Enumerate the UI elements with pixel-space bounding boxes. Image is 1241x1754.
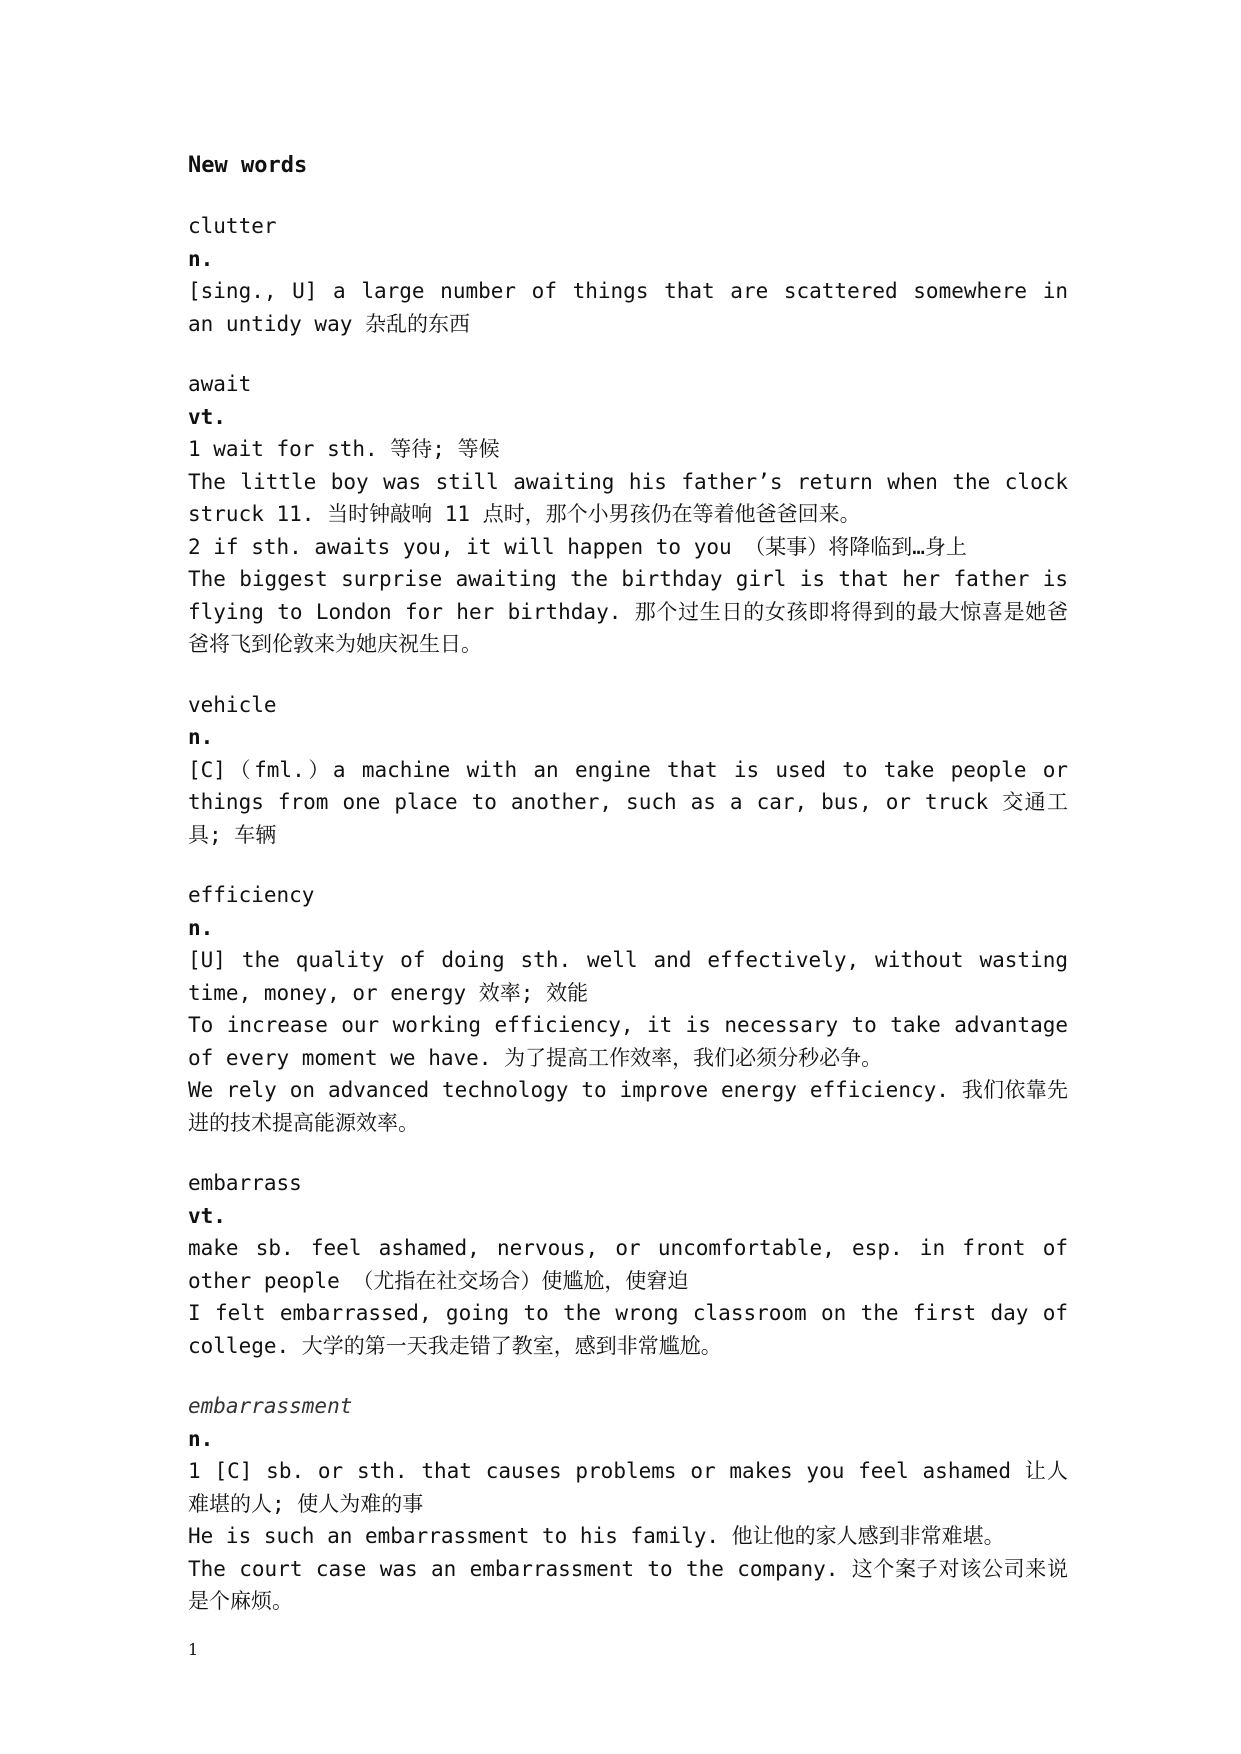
- headword: await: [188, 372, 252, 396]
- entry-efficiency: [188, 879, 1068, 1139]
- example: The biggest surprise awaiting the birthday girl is that her father is flying to London for her birthday. 那个过生日的女孩即将得到的最大惊喜是她爸爸将飞到伦敦来为她庆祝生日。: [188, 567, 1068, 656]
- definition: 1 wait for sth. 等待; 等候: [188, 437, 500, 461]
- headword: efficiency: [188, 883, 315, 907]
- example: The court case was an embarrassment to the company. 这个案子对该公司来说是个麻烦。: [188, 1556, 1068, 1613]
- definition: [C]（fml.）a machine with an engine that is used to take people or things from one place to another, such as a car, bus, or truck 交通工具; 车辆: [188, 757, 1068, 847]
- entry-await: [188, 368, 1068, 661]
- page-number: 1: [188, 1640, 199, 1659]
- entry-embarrass: [188, 1167, 1068, 1362]
- part-of-speech: n.: [188, 246, 214, 271]
- definition: make sb. feel ashamed, nervous, or uncomfortable, esp. in front of other people （尤指在社交场合）使尴尬，使窘迫: [188, 1236, 1068, 1293]
- example: We rely on advanced technology to improve energy efficiency. 我们依靠先进的技术提高能源效率。: [188, 1078, 1068, 1135]
- definition: [sing., U] a large number of things that are scattered somewhere in an untidy way 杂乱的东西: [188, 279, 1068, 336]
- part-of-speech: vt.: [188, 404, 226, 429]
- section-heading: New words: [188, 153, 308, 178]
- document-page: [188, 150, 1068, 1646]
- definition: 1 [C] sb. or sth. that causes problems or makes you feel ashamed 让人难堪的人; 使人为难的事: [188, 1459, 1068, 1516]
- headword: clutter: [188, 214, 277, 238]
- part-of-speech: n.: [188, 725, 214, 749]
- example: I felt embarrassed, going to the wrong classroom on the first day of college. 大学的第一天我走错了教室，感到非常尴尬。: [188, 1301, 1068, 1358]
- entry-clutter: [188, 210, 1068, 340]
- headword: embarrassment: [188, 1394, 353, 1418]
- part-of-speech: n.: [188, 915, 214, 940]
- headword: embarrass: [188, 1171, 302, 1195]
- example: He is such an embarrassment to his family. 他让他的家人感到非常难堪。: [188, 1524, 1005, 1548]
- entry-embarrassment: [188, 1390, 1068, 1618]
- entry-vehicle: [188, 689, 1068, 852]
- part-of-speech: n.: [188, 1426, 214, 1451]
- headword: vehicle: [188, 692, 277, 717]
- definition: 2 if sth. awaits you, it will happen to you （某事）将降临到…身上: [188, 534, 967, 559]
- part-of-speech: vt.: [188, 1203, 226, 1228]
- definition: [U] the quality of doing sth. well and effectively, without wasting time, money, or energy 效率; 效能: [188, 948, 1068, 1005]
- example: To increase our working efficiency, it is necessary to take advantage of every moment we have. 为了提高工作效率，我们必须分秒必争。: [188, 1013, 1068, 1070]
- example: The little boy was still awaiting his father’s return when the clock struck 11. 当时钟敲响 11 点时，那个小男孩仍在等着他爸爸回来。: [188, 469, 1068, 526]
